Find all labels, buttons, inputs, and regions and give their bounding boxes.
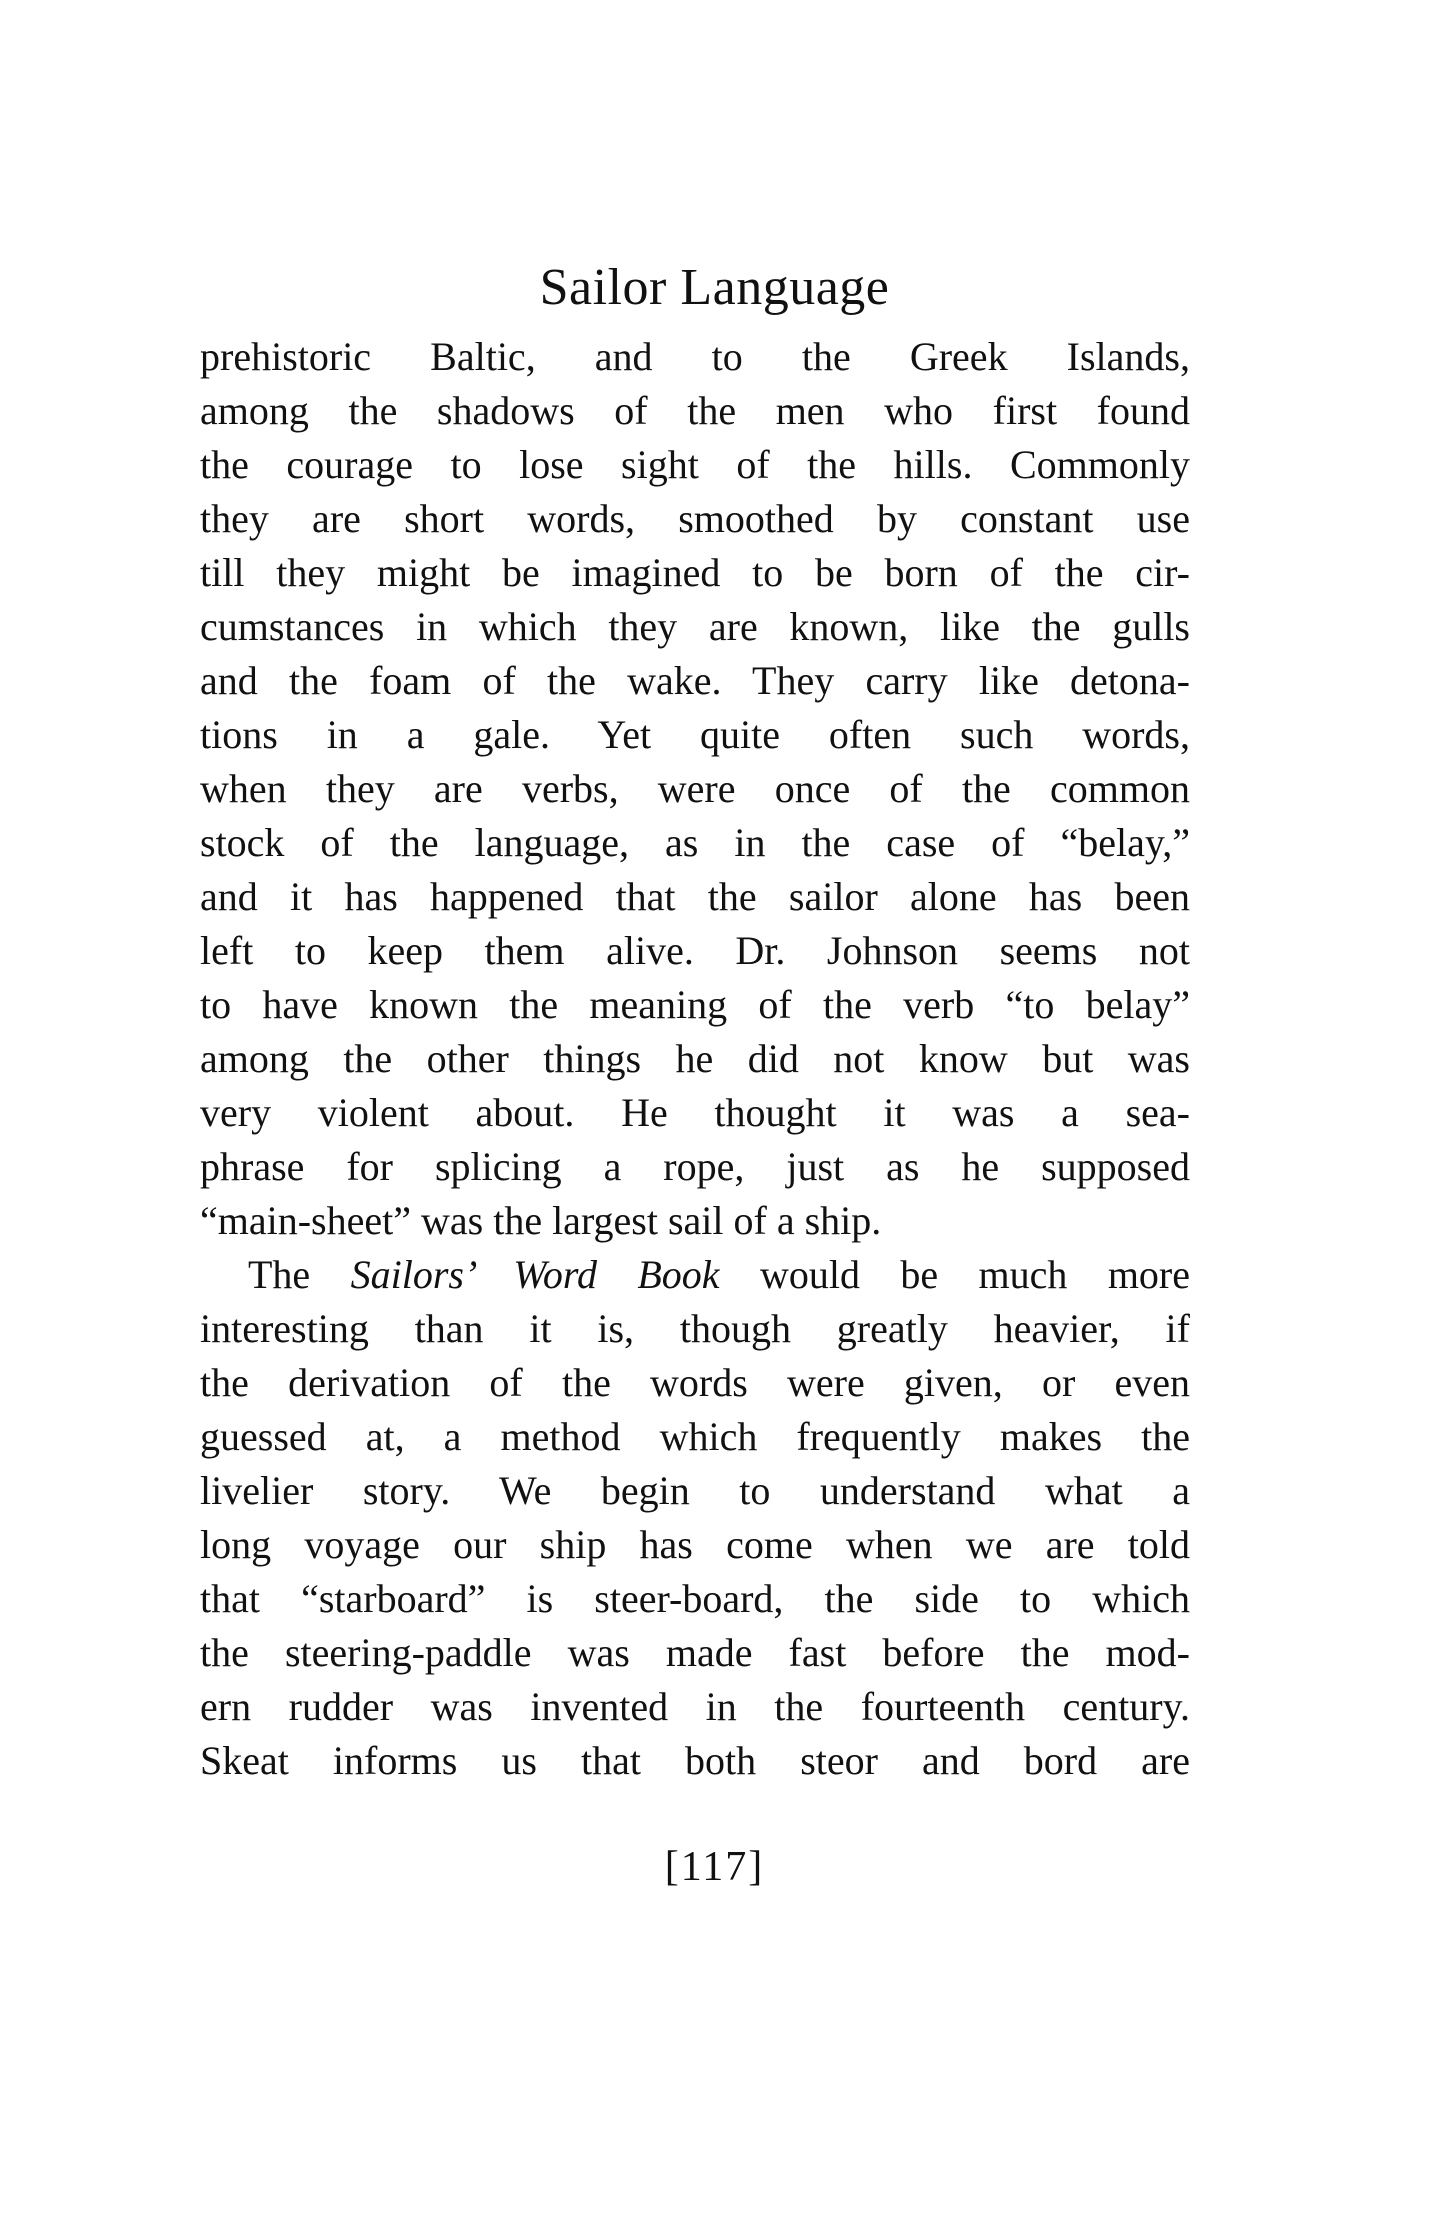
text-line: to have known the meaning of the verb “to belay”	[200, 982, 1190, 1027]
text-line: guessed at, a method which frequently makes the	[200, 1414, 1190, 1459]
text-line: among the shadows of the men who first found	[200, 388, 1190, 433]
text-line: left to keep them alive. Dr. Johnson seems not	[200, 928, 1190, 973]
text-run: would be much more	[719, 1252, 1191, 1297]
text-line: Skeat informs us that both steor and bord are	[200, 1738, 1190, 1783]
text-line: ern rudder was invented in the fourteenth century.	[200, 1684, 1190, 1729]
text-line: and the foam of the wake. They carry like detona-	[200, 658, 1190, 703]
text-line: very violent about. He thought it was a sea-	[200, 1090, 1190, 1135]
text-line: tions in a gale. Yet quite often such words,	[200, 712, 1190, 757]
page-number: [117]	[664, 1844, 765, 1890]
text-line: the derivation of the words were given, or even	[200, 1360, 1190, 1405]
text-line: prehistoric Baltic, and to the Greek Islands,	[200, 334, 1190, 379]
text-line: livelier story. We begin to understand what a	[200, 1468, 1190, 1513]
text-line: among the other things he did not know but was	[200, 1036, 1190, 1081]
paragraph-1	[200, 330, 1190, 1248]
text-line: cumstances in which they are known, like the gulls	[200, 604, 1190, 649]
text-line: they are short words, smoothed by constant use	[200, 496, 1190, 541]
text-line: when they are verbs, were once of the common	[200, 766, 1190, 811]
body-text	[200, 330, 1190, 1788]
text-line: interesting than it is, though greatly heavier, if	[200, 1306, 1190, 1351]
text-line: and it has happened that the sailor alone has been	[200, 874, 1190, 919]
text-line: “main-sheet” was the largest sail of a ship.	[200, 1198, 882, 1243]
text-run: The	[248, 1252, 351, 1297]
text-line	[200, 1248, 1190, 1302]
text-line: till they might be imagined to be born of the cir-	[200, 550, 1190, 595]
text-line: long voyage our ship has come when we are told	[200, 1522, 1190, 1567]
book-title: Sailors’ Word Book	[350, 1252, 720, 1297]
text-line: phrase for splicing a rope, just as he supposed	[200, 1144, 1190, 1189]
paragraph-2	[200, 1248, 1190, 1788]
text-line: that “starboard” is steer-board, the side to which	[200, 1576, 1190, 1621]
running-head: Sailor Language	[539, 259, 890, 316]
text-line: the steering-paddle was made fast before the mod-	[200, 1630, 1190, 1675]
text-line: stock of the language, as in the case of “belay,”	[200, 820, 1190, 865]
text-line: the courage to lose sight of the hills. Commonly	[200, 442, 1190, 487]
